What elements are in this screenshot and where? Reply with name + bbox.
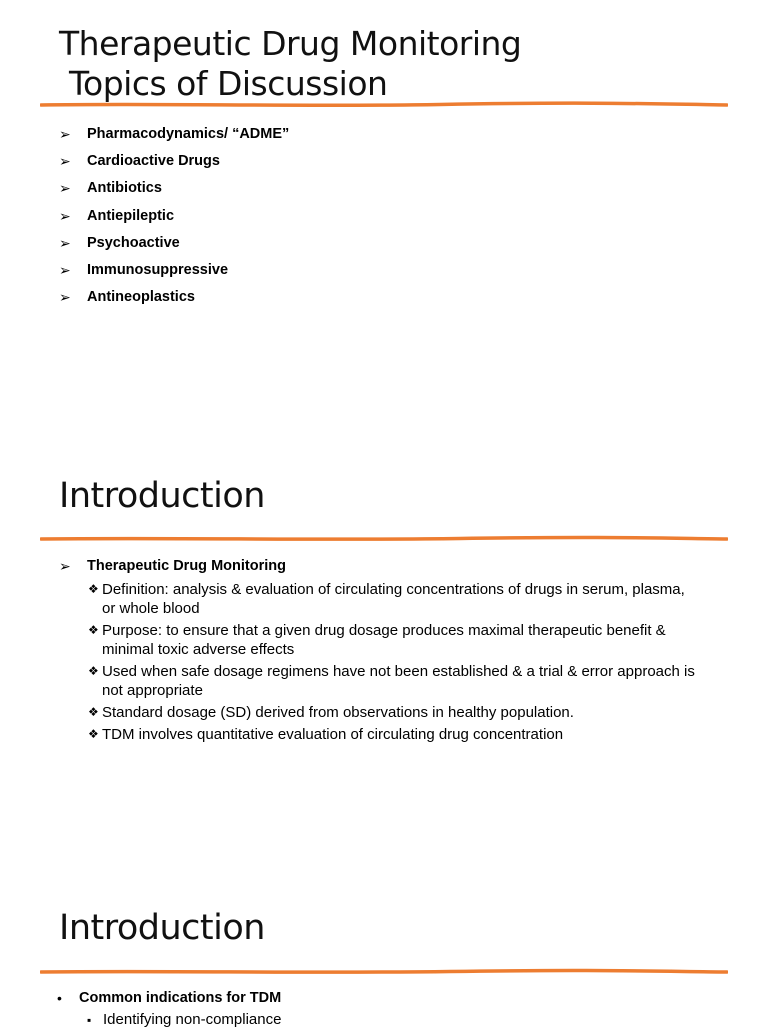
list-item: • Common indications for TDM	[57, 990, 282, 1006]
topics-list	[59, 124, 289, 314]
diamond-bullet-icon: ❖	[88, 727, 99, 741]
arrow-bullet-icon: ➢	[59, 261, 71, 278]
sub-list	[87, 580, 749, 744]
list-item: ➢ Antineoplastics	[59, 289, 195, 306]
slide-title: Introduction	[59, 476, 265, 516]
arrow-bullet-icon: ➢	[59, 234, 71, 251]
arrow-bullet-icon: ➢	[59, 126, 71, 142]
diamond-bullet-icon: ❖	[88, 705, 99, 719]
diamond-bullet-icon: ❖	[88, 623, 99, 637]
slide-introduction-1	[0, 434, 768, 868]
list-item: ➢ Cardioactive Drugs	[59, 153, 220, 170]
list-item: ➢ Therapeutic Drug Monitoring	[59, 558, 286, 574]
title-divider	[40, 535, 728, 543]
sub-list-item: ❖ Standard dosage (SD) derived from observations in healthy population.	[88, 704, 574, 721]
list-item: ➢ Immunosuppressive	[59, 261, 229, 278]
content-body	[59, 556, 749, 747]
title-line-1: Therapeutic Drug Monitoring	[59, 24, 522, 63]
title-divider	[40, 968, 728, 976]
sub-list-item: ❖ TDM involves quantitative evaluation of circulating drug concentration	[88, 726, 564, 743]
square-bullet-icon: ▪	[87, 1013, 92, 1027]
title-line-2: Topics of Discussion	[59, 64, 388, 103]
slide-introduction-2	[0, 868, 768, 1028]
dot-bullet-icon: •	[57, 990, 62, 1006]
sub-list-item: ❖ Definition: analysis & evaluation of circulating concentrations of drugs in serum, plasma, or whole blood	[88, 581, 685, 617]
sub-list-item: ❖ Purpose: to ensure that a given drug dosage produces maximal therapeutic benefit & minimal toxic adverse effects	[88, 622, 666, 658]
list-item: ➢ Pharmacodynamics/ “ADME”	[59, 126, 290, 142]
slide-topics	[0, 0, 768, 434]
arrow-bullet-icon: ➢	[59, 207, 71, 224]
list-item: ➢ Antibiotics	[59, 180, 162, 197]
list-item: ➢ Antiepileptic	[59, 207, 175, 224]
arrow-bullet-icon: ➢	[59, 558, 71, 574]
diamond-bullet-icon: ❖	[88, 664, 99, 678]
list-item: ➢ Psychoactive	[59, 234, 180, 251]
arrow-bullet-icon: ➢	[59, 180, 71, 197]
slide-title	[59, 24, 521, 104]
slide-title: Introduction	[59, 908, 265, 948]
arrow-bullet-icon: ➢	[59, 153, 71, 170]
title-divider	[40, 101, 728, 109]
arrow-bullet-icon: ➢	[59, 289, 71, 306]
diamond-bullet-icon: ❖	[88, 582, 99, 596]
sub-list-item: ❖ Used when safe dosage regimens have not been established & a trial & error approach is not appropriate	[88, 663, 695, 699]
sub-list-item: ▪ Identifying non-compliance	[87, 1011, 282, 1028]
